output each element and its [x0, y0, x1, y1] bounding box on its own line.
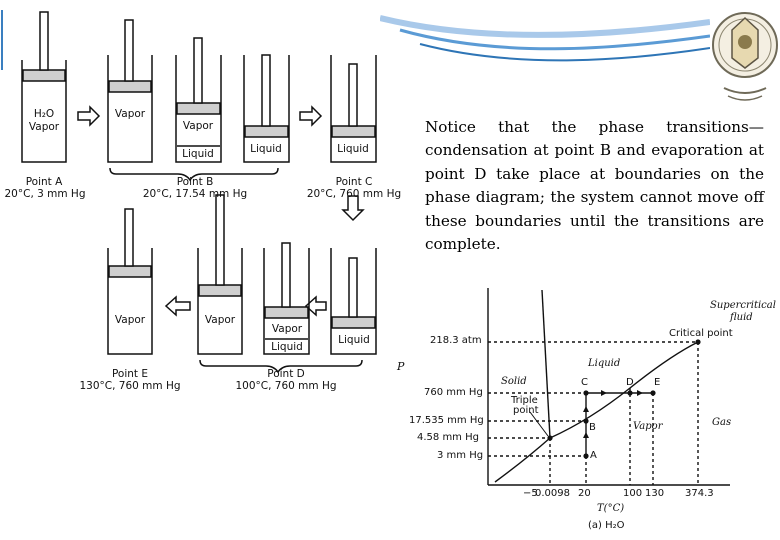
cyl-d-liquid-label: Liquid — [271, 341, 303, 353]
diagram-caption: (a) H₂O — [588, 520, 625, 531]
t-tick-100: 100 — [623, 488, 643, 499]
p-tick-458: 4.58 mm Hg — [417, 432, 479, 443]
path-label-b: B — [589, 422, 596, 433]
arrow-2 — [300, 107, 321, 125]
point-a-name: Point A — [25, 176, 63, 188]
dot-critical — [695, 339, 700, 344]
vaporization-curve — [550, 342, 698, 438]
piston-a — [23, 70, 65, 81]
region-liquid: Liquid — [588, 358, 621, 369]
dot-e — [650, 390, 655, 395]
t-tick-20: 20 — [578, 488, 591, 499]
triple-point-label-1: Triple — [511, 395, 538, 406]
p-tick-218: 218.3 atm — [430, 335, 482, 346]
t-tick-3743: 374.3 — [685, 488, 714, 499]
path-label-d: D — [626, 377, 634, 388]
dot-b — [583, 418, 588, 423]
cyl-a-h2o-label: H₂O — [33, 108, 55, 120]
point-b-name: Point B — [176, 176, 214, 188]
point-c-cond: 20°C, 760 mm Hg — [306, 188, 402, 200]
region-supercritical-2: fluid — [730, 312, 753, 323]
p-axis-label: P — [397, 360, 405, 373]
critical-point-label: Critical point — [669, 328, 733, 339]
cyl-6-liquid-label: Liquid — [338, 334, 370, 346]
cyl-4-liquid-label: Liquid — [250, 143, 282, 155]
region-vapor: Vapor — [633, 421, 663, 432]
region-supercritical-1: Supercritical — [710, 300, 776, 311]
t-axis-label: T(°C) — [597, 503, 625, 514]
t-tick-neg5: −5 — [523, 488, 538, 499]
p-tick-3: 3 mm Hg — [437, 450, 484, 461]
cyl-c-liquid-label: Liquid — [337, 143, 369, 155]
point-a-cond: 20°C, 3 mm Hg — [4, 188, 86, 200]
header-swoosh — [380, 0, 710, 80]
cyl-8-vapor-label: Vapor — [204, 314, 236, 326]
point-e-cond: 130°C, 760 mm Hg — [79, 380, 181, 392]
path-label-a: A — [590, 450, 597, 461]
dot-a — [583, 453, 588, 458]
cyl-3-vapor-label: Vapor — [182, 120, 214, 132]
triple-point-label-2: point — [513, 405, 539, 416]
cyl-a-vapor-label: Vapor — [28, 121, 60, 133]
p-tick-760: 760 mm Hg — [424, 387, 483, 398]
region-gas: Gas — [712, 417, 732, 428]
cyl-2-vapor-label: Vapor — [114, 108, 146, 120]
cyl-3-liquid-label: Liquid — [182, 148, 214, 160]
sublimation-curve — [495, 438, 550, 482]
point-e-name: Point E — [111, 368, 149, 380]
point-c-name: Point C — [335, 176, 373, 188]
explanatory-note: Notice that the phase transitions—condensation at point B and evaporation at point D take place at boundaries on the phase diagram; the system cannot move off these boundaries until the transitions are complete. — [425, 118, 764, 254]
cyl-e-vapor-label: Vapor — [114, 314, 146, 326]
p-tick-17535: 17.535 mm Hg — [409, 415, 484, 426]
dot-triple — [547, 435, 552, 440]
point-d-name: Point D — [267, 368, 305, 380]
t-tick-00098: 0.0098 — [535, 488, 570, 499]
rod-a — [40, 12, 48, 70]
point-d-cond: 100°C, 760 mm Hg — [235, 380, 337, 392]
point-b-cond: 20°C, 17.54 mm Hg — [142, 188, 248, 200]
arrow-1 — [78, 107, 99, 125]
melting-curve — [542, 290, 550, 438]
dot-d — [627, 390, 632, 395]
cyl-d-vapor-label: Vapor — [271, 323, 303, 335]
university-emblem — [710, 0, 780, 110]
region-solid: Solid — [501, 376, 527, 387]
t-tick-130: 130 — [645, 488, 665, 499]
phase-diagram — [400, 280, 780, 540]
dot-c — [583, 390, 588, 395]
path-label-c: C — [581, 377, 588, 388]
arrow-4 — [166, 297, 190, 315]
path-label-e: E — [654, 377, 661, 388]
